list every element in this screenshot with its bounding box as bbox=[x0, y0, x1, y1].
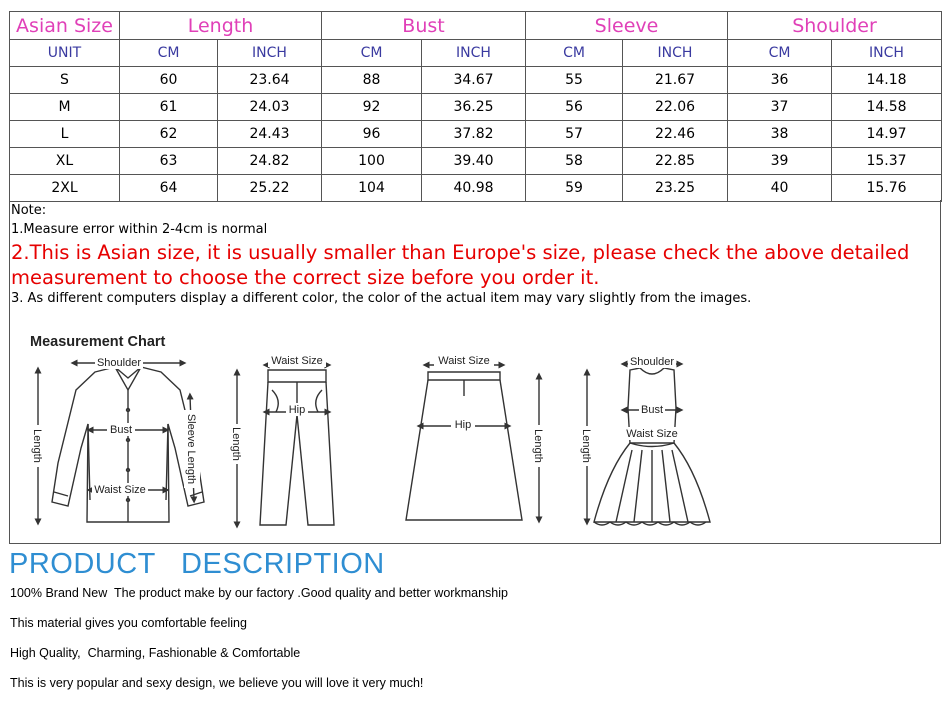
table-row bbox=[10, 67, 942, 94]
value-cell: 39.40 bbox=[422, 148, 526, 175]
table-row bbox=[10, 121, 942, 148]
value-cell: 36.25 bbox=[422, 94, 526, 121]
unit-cell: INCH bbox=[218, 40, 322, 67]
size-cell: M bbox=[10, 94, 120, 121]
unit-cell: INCH bbox=[623, 40, 728, 67]
header-shoulder: Shoulder bbox=[728, 12, 942, 40]
size-table bbox=[9, 11, 942, 202]
value-cell: 22.85 bbox=[623, 148, 728, 175]
note-measure-error: 1.Measure error within 2-4cm is normal bbox=[11, 222, 268, 237]
measurement-chart-title: Measurement Chart bbox=[30, 334, 166, 350]
value-cell: 23.25 bbox=[623, 175, 728, 202]
unit-cell: CM bbox=[728, 40, 832, 67]
skirt-waist-label: Waist Size bbox=[438, 355, 490, 367]
value-cell: 40.98 bbox=[422, 175, 526, 202]
dress-waist-label: Waist Size bbox=[626, 428, 678, 440]
value-cell: 22.06 bbox=[623, 94, 728, 121]
value-cell: 14.18 bbox=[832, 67, 942, 94]
value-cell: 100 bbox=[322, 148, 422, 175]
table-row bbox=[10, 94, 942, 121]
value-cell: 63 bbox=[120, 148, 218, 175]
measurement-chart bbox=[10, 200, 942, 544]
value-cell: 22.46 bbox=[623, 121, 728, 148]
unit-cell: INCH bbox=[832, 40, 942, 67]
value-cell: 55 bbox=[526, 67, 623, 94]
value-cell: 96 bbox=[322, 121, 422, 148]
value-cell: 24.43 bbox=[218, 121, 322, 148]
shirt-shoulder-label: Shoulder bbox=[96, 357, 142, 369]
value-cell: 21.67 bbox=[623, 67, 728, 94]
header-asian-size: Asian Size bbox=[10, 12, 120, 40]
product-line: This material gives you comfortable feeling bbox=[10, 616, 247, 630]
dress-length-label: Length bbox=[580, 429, 592, 463]
value-cell: 34.67 bbox=[422, 67, 526, 94]
shirt-length-label: Length bbox=[31, 429, 43, 463]
value-cell: 14.58 bbox=[832, 94, 942, 121]
value-cell: 36 bbox=[728, 67, 832, 94]
notes-panel bbox=[9, 200, 941, 544]
value-cell: 14.97 bbox=[832, 121, 942, 148]
size-table-unit-row bbox=[10, 40, 942, 67]
dress-shoulder-label: Shoulder bbox=[629, 356, 675, 368]
product-line: High Quality, Charming, Fashionable & Comfortable bbox=[10, 646, 301, 660]
size-cell: 2XL bbox=[10, 175, 120, 202]
value-cell: 58 bbox=[526, 148, 623, 175]
note-asian-size-warning: 2.This is Asian size, it is usually smaller than Europe's size, please check the above detailed measurement to choose the correct size before you order it. bbox=[11, 241, 910, 289]
unit-cell: CM bbox=[526, 40, 623, 67]
value-cell: 59 bbox=[526, 175, 623, 202]
shirt-bust-label: Bust bbox=[109, 424, 133, 436]
value-cell: 39 bbox=[728, 148, 832, 175]
value-cell: 15.37 bbox=[832, 148, 942, 175]
shirt-waist-label: Waist Size bbox=[94, 484, 146, 496]
value-cell: 61 bbox=[120, 94, 218, 121]
product-description-title: PRODUCT DESCRIPTION bbox=[9, 548, 385, 580]
value-cell: 25.22 bbox=[218, 175, 322, 202]
value-cell: 40 bbox=[728, 175, 832, 202]
header-bust: Bust bbox=[322, 12, 526, 40]
header-length: Length bbox=[120, 12, 322, 40]
size-table-header-row bbox=[10, 12, 942, 40]
pants-length-label: Length bbox=[230, 427, 242, 461]
value-cell: 57 bbox=[526, 121, 623, 148]
shirt-diagram-icon bbox=[38, 363, 204, 522]
pants-diagram-icon bbox=[237, 365, 334, 525]
unit-cell: INCH bbox=[422, 40, 526, 67]
value-cell: 37 bbox=[728, 94, 832, 121]
value-cell: 38 bbox=[728, 121, 832, 148]
value-cell: 88 bbox=[322, 67, 422, 94]
size-cell: XL bbox=[10, 148, 120, 175]
size-cell: S bbox=[10, 67, 120, 94]
value-cell: 62 bbox=[120, 121, 218, 148]
skirt-diagram-icon bbox=[406, 365, 539, 520]
notes-title: Note: bbox=[11, 203, 47, 218]
value-cell: 104 bbox=[322, 175, 422, 202]
value-cell: 24.82 bbox=[218, 148, 322, 175]
dress-bust-label: Bust bbox=[640, 404, 664, 416]
table-row bbox=[10, 148, 942, 175]
header-sleeve: Sleeve bbox=[526, 12, 728, 40]
unit-cell: CM bbox=[322, 40, 422, 67]
value-cell: 23.64 bbox=[218, 67, 322, 94]
table-row bbox=[10, 175, 942, 202]
value-cell: 60 bbox=[120, 67, 218, 94]
unit-cell: UNIT bbox=[10, 40, 120, 67]
unit-cell: CM bbox=[120, 40, 218, 67]
value-cell: 24.03 bbox=[218, 94, 322, 121]
dress-diagram-icon bbox=[587, 364, 710, 525]
shirt-sleeve-label: Sleeve Length bbox=[185, 413, 197, 485]
value-cell: 64 bbox=[120, 175, 218, 202]
size-cell: L bbox=[10, 121, 120, 148]
pants-waist-label: Waist Size bbox=[271, 355, 323, 367]
value-cell: 92 bbox=[322, 94, 422, 121]
skirt-length-label: Length bbox=[532, 429, 544, 463]
value-cell: 15.76 bbox=[832, 175, 942, 202]
pants-hip-label: Hip bbox=[288, 404, 306, 416]
skirt-hip-label: Hip bbox=[454, 419, 472, 431]
product-line: This is very popular and sexy design, we believe you will love it very much! bbox=[10, 676, 424, 690]
value-cell: 37.82 bbox=[422, 121, 526, 148]
note-color-variance: 3. As different computers display a different color, the color of the actual item may vary slightly from the images. bbox=[11, 291, 752, 306]
product-line: 100% Brand New The product make by our factory .Good quality and better workmanship bbox=[10, 586, 508, 600]
value-cell: 56 bbox=[526, 94, 623, 121]
